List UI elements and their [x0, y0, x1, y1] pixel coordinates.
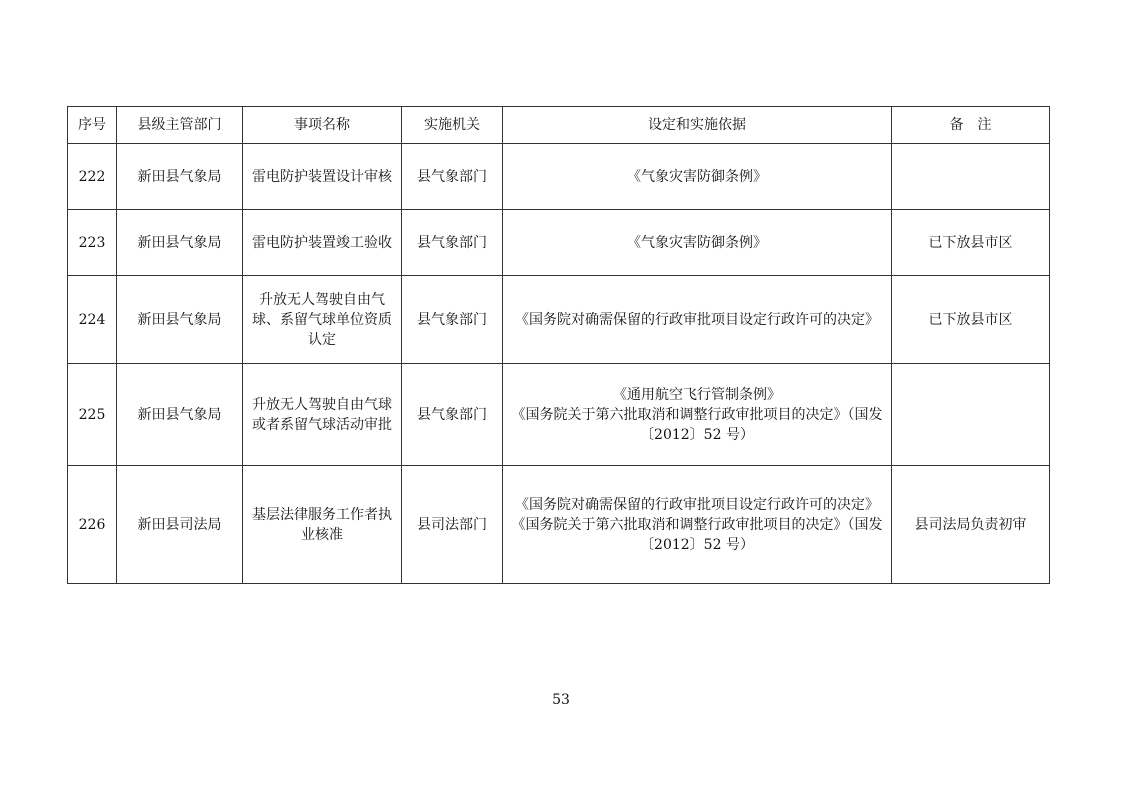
cell-dept: 新田县气象局 — [117, 276, 243, 364]
cell-agency: 县气象部门 — [402, 364, 503, 466]
cell-agency: 县气象部门 — [402, 210, 503, 276]
cell-basis — [503, 144, 892, 210]
basis-line: 《气象灾害防御条例》 — [627, 168, 767, 185]
cell-dept: 新田县气象局 — [117, 144, 243, 210]
approval-items-table — [67, 106, 1050, 584]
cell-item: 升放无人驾驶自由气球、系留气球单位资质认定 — [243, 276, 402, 364]
header-dept: 县级主管部门 — [117, 107, 243, 144]
cell-dept: 新田县气象局 — [117, 364, 243, 466]
cell-item: 升放无人驾驶自由气球或者系留气球活动审批 — [243, 364, 402, 466]
cell-agency: 县气象部门 — [402, 144, 503, 210]
cell-seq: 224 — [68, 276, 117, 364]
basis-line: 《国务院关于第六批取消和调整行政审批项目的决定》（国发〔2012〕52 号） — [511, 516, 883, 553]
basis-line: 《国务院对确需保留的行政审批项目设定行政许可的决定》 — [515, 496, 879, 513]
cell-agency: 县气象部门 — [402, 276, 503, 364]
cell-basis — [503, 276, 892, 364]
cell-dept: 新田县气象局 — [117, 210, 243, 276]
basis-line: 《国务院关于第六批取消和调整行政审批项目的决定》（国发〔2012〕52 号） — [511, 406, 883, 443]
cell-seq: 225 — [68, 364, 117, 466]
header-remark: 备 注 — [892, 107, 1050, 144]
basis-line: 《气象灾害防御条例》 — [627, 234, 767, 251]
cell-basis — [503, 210, 892, 276]
cell-item: 雷电防护装置竣工验收 — [243, 210, 402, 276]
cell-remark — [892, 144, 1050, 210]
cell-remark: 县司法局负责初审 — [892, 466, 1050, 584]
table-row — [68, 144, 1050, 210]
cell-seq: 222 — [68, 144, 117, 210]
header-item: 事项名称 — [243, 107, 402, 144]
cell-basis — [503, 364, 892, 466]
table-row — [68, 210, 1050, 276]
header-seq: 序号 — [68, 107, 117, 144]
cell-remark: 已下放县市区 — [892, 210, 1050, 276]
cell-dept: 新田县司法局 — [117, 466, 243, 584]
basis-line: 《通用航空飞行管制条例》 — [613, 386, 781, 403]
table-header-row — [68, 107, 1050, 144]
cell-remark: 已下放县市区 — [892, 276, 1050, 364]
table-row — [68, 276, 1050, 364]
header-basis: 设定和实施依据 — [503, 107, 892, 144]
cell-seq: 226 — [68, 466, 117, 584]
cell-agency: 县司法部门 — [402, 466, 503, 584]
cell-seq: 223 — [68, 210, 117, 276]
basis-line: 《国务院对确需保留的行政审批项目设定行政许可的决定》 — [515, 311, 879, 328]
cell-item: 基层法律服务工作者执业核准 — [243, 466, 402, 584]
cell-basis — [503, 466, 892, 584]
cell-remark — [892, 364, 1050, 466]
table-row — [68, 466, 1050, 584]
page-number: 53 — [552, 692, 570, 708]
table-row — [68, 364, 1050, 466]
header-agency: 实施机关 — [402, 107, 503, 144]
cell-item: 雷电防护装置设计审核 — [243, 144, 402, 210]
